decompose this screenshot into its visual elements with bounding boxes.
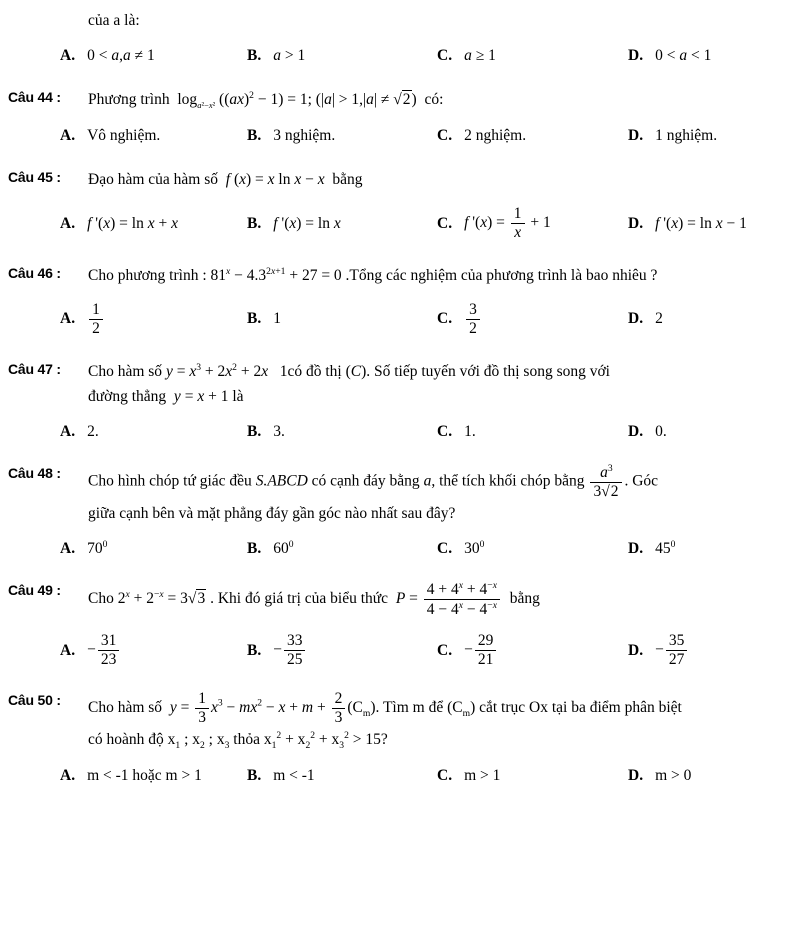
options-row (60, 46, 792, 66)
option-content: $\frac{3}{2}$ (464, 301, 482, 338)
option-a (60, 46, 247, 66)
option-letter: A. (60, 47, 76, 65)
option-b (247, 126, 437, 146)
option-letter: B. (247, 47, 262, 65)
option-letter: B. (247, 127, 262, 145)
question-text: Cho hàm số $y = x^3 + 2x^2 + 2x$ 1có đồ thị (C). Số tiếp tuyến với đồ thị song song với đường thẳng y = x + 1 là (88, 361, 610, 405)
option-content: − $\frac{29}{21}$ (464, 632, 498, 669)
option-d (628, 126, 792, 146)
option-letter: C. (437, 310, 453, 328)
question-text: của a là: (88, 12, 140, 29)
option-d (628, 309, 792, 329)
option-letter: D. (628, 47, 644, 65)
option-content: 2. (87, 422, 99, 440)
option-letter: D. (628, 641, 644, 659)
option-b (247, 422, 437, 442)
option-a (60, 632, 247, 669)
option-letter: D. (628, 767, 644, 785)
option-content: m > 0 (655, 767, 692, 785)
option-content: Vô nghiệm. (87, 127, 161, 145)
question-text: Cho phương trình : $81^x - 4.3^{2x+1} + 27 = 0$ .Tổng các nghiệm của phương trình là bao nhiêu ? (88, 265, 658, 285)
question-46 (8, 263, 792, 338)
option-content: a ≥ 1 (464, 47, 496, 65)
option-letter: A. (60, 127, 76, 145)
option-c (437, 205, 628, 242)
option-d (628, 766, 792, 786)
question-text: Cho $2^x + 2^{-x} = 3√3$ . Khi đó giá trị của biểu thức P = $\frac{4 + 4^x + 4^{-x}}{4 - 4^x - 4^{-x}}$ bằng (88, 580, 540, 619)
option-a (60, 422, 247, 442)
option-c (437, 126, 628, 146)
option-letter: C. (437, 127, 453, 145)
option-content: 2 nghiệm. (464, 127, 527, 145)
option-c (437, 539, 628, 559)
option-content: $45^0$ (655, 539, 676, 558)
question-label: Câu 50 : (8, 691, 61, 708)
question-50 (8, 690, 792, 786)
option-a (60, 301, 247, 338)
question-label: Câu 47 : (8, 360, 61, 377)
option-letter: A. (60, 214, 76, 232)
option-c (437, 301, 628, 338)
option-content: m < -1 (273, 767, 315, 785)
question-47 (8, 359, 792, 442)
option-a (60, 126, 247, 146)
option-d (628, 214, 792, 234)
option-content: m > 1 (464, 767, 501, 785)
option-letter: A. (60, 641, 76, 659)
option-content: − $\frac{35}{27}$ (655, 632, 689, 669)
option-letter: C. (437, 214, 453, 232)
option-letter: B. (247, 214, 262, 232)
option-letter: D. (628, 310, 644, 328)
option-d (628, 539, 792, 559)
option-letter: C. (437, 540, 453, 558)
option-content: 1. (464, 422, 476, 440)
option-letter: D. (628, 127, 644, 145)
question-text: Cho hình chóp tứ giác đều S.ABCD có cạnh đáy bằng a, thể tích khối chóp bằng $\frac{a^3}{3√2}$ . Góc giữa cạnh bên và mặt phẳng đáy gần góc nào nhất sau đây? (88, 463, 659, 522)
question-43-continuation (8, 8, 792, 66)
option-content: f '(x) = $\frac{1}{x}$ + 1 (464, 205, 551, 242)
options-row (60, 766, 792, 786)
question-text: Phương trình $\log_{a^2-x^2} ((ax)^2 - 1) = 1$; (|a| > 1,|a| ≠ √2) có: (88, 90, 444, 111)
option-letter: A. (60, 540, 76, 558)
option-letter: B. (247, 310, 262, 328)
option-content: 0 < a,a ≠ 1 (87, 47, 155, 65)
options-row (60, 205, 792, 242)
option-a (60, 766, 247, 786)
option-b (247, 46, 437, 66)
option-content: f '(x) = ln x (273, 214, 341, 232)
option-b (247, 632, 437, 669)
question-text: Đạo hàm của hàm số f (x) = x ln x − x bằng (88, 171, 363, 189)
option-letter: A. (60, 767, 76, 785)
options-row (60, 422, 792, 442)
question-label: Câu 48 : (8, 465, 61, 482)
option-b (247, 766, 437, 786)
question-45 (8, 167, 792, 242)
option-d (628, 422, 792, 442)
question-label: Câu 46 : (8, 265, 61, 282)
question-48 (8, 463, 792, 559)
option-content: $60^0$ (273, 539, 294, 558)
question-text: Cho hàm số y = $\frac{1}{3}$ $x^3 - mx^2 - x + m$ + $\frac{2}{3}$ $(C_m)$. Tìm m để $(C_m)$ cắt trục Ox tại ba điểm phân biệt có hoành độ $x_1$ ; $x_2$ ; $x_3$ thỏa $x_1^2 + x_2^2 + x_3^2 > 15$? (88, 689, 682, 751)
option-d (628, 632, 792, 669)
option-content: $30^0$ (464, 539, 485, 558)
option-content: 3 nghiệm. (273, 127, 336, 145)
option-d (628, 46, 792, 66)
option-content: 0. (655, 422, 667, 440)
option-letter: B. (247, 641, 262, 659)
option-c (437, 632, 628, 669)
option-content: 1 (273, 310, 281, 328)
option-letter: A. (60, 423, 76, 441)
option-c (437, 46, 628, 66)
option-content: $\frac{1}{2}$ (87, 301, 105, 338)
option-b (247, 309, 437, 329)
option-letter: C. (437, 641, 453, 659)
option-content: m < -1 hoặc m > 1 (87, 767, 202, 785)
option-letter: C. (437, 767, 453, 785)
options-row (60, 301, 792, 338)
options-row (60, 539, 792, 559)
option-content: $70^0$ (87, 539, 108, 558)
question-label: Câu 45 : (8, 169, 61, 186)
option-content: a > 1 (273, 47, 306, 65)
option-letter: B. (247, 767, 262, 785)
question-label: Câu 49 : (8, 582, 61, 599)
option-a (60, 214, 247, 234)
option-letter: D. (628, 540, 644, 558)
option-b (247, 214, 437, 234)
option-content: 3. (273, 422, 285, 440)
option-content: f '(x) = ln x − 1 (655, 214, 747, 232)
option-content: 0 < a < 1 (655, 47, 712, 65)
option-c (437, 422, 628, 442)
option-a (60, 539, 247, 559)
question-44 (8, 87, 792, 146)
question-49 (8, 580, 792, 669)
options-row (60, 126, 792, 146)
option-letter: D. (628, 214, 644, 232)
options-row (60, 632, 792, 669)
option-content: 1 nghiệm. (655, 127, 718, 145)
option-c (437, 766, 628, 786)
option-letter: B. (247, 423, 262, 441)
question-label: Câu 44 : (8, 89, 61, 106)
option-letter: A. (60, 310, 76, 328)
option-letter: C. (437, 423, 453, 441)
option-content: − $\frac{31}{23}$ (87, 632, 121, 669)
option-b (247, 539, 437, 559)
option-content: − $\frac{33}{25}$ (273, 632, 307, 669)
option-content: f '(x) = ln x + x (87, 214, 178, 232)
option-letter: D. (628, 423, 644, 441)
option-letter: B. (247, 540, 262, 558)
option-content: 2 (655, 310, 663, 328)
option-letter: C. (437, 47, 453, 65)
